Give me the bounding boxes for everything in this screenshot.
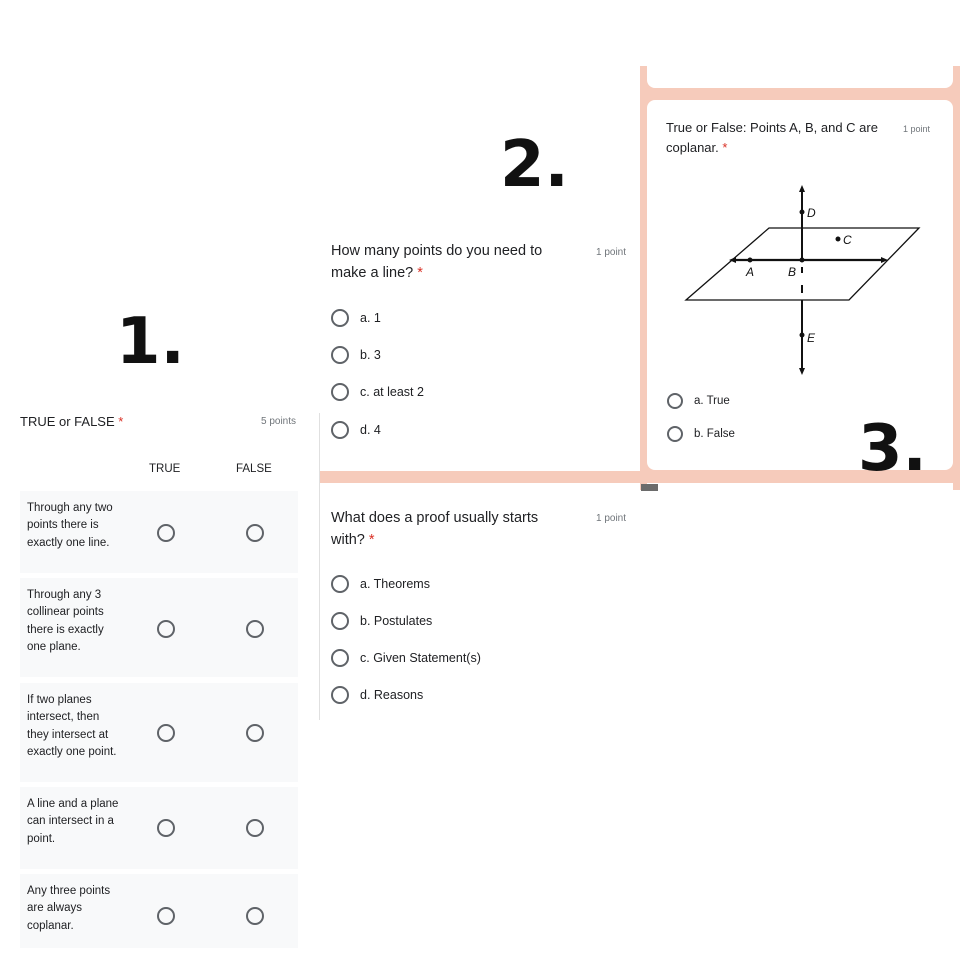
grid-row-4: A line and a plane can intersect in a point.	[20, 787, 298, 869]
radio-icon[interactable]	[331, 421, 349, 439]
radio-icon[interactable]	[331, 686, 349, 704]
radio-icon[interactable]	[331, 575, 349, 593]
scroll-indicator	[641, 484, 658, 491]
label-a: A	[746, 265, 755, 279]
column-true: TRUE	[149, 463, 181, 475]
point-b	[800, 258, 805, 263]
grid-row-2: Through any 3 collinear points there is exactly one plane.	[20, 578, 298, 677]
previous-card	[647, 60, 953, 88]
radio-true[interactable]	[157, 524, 175, 542]
q2-option-1[interactable]: a. 1	[331, 309, 381, 327]
radio-icon[interactable]	[331, 309, 349, 327]
label-b: B	[788, 265, 797, 279]
radio-false[interactable]	[246, 724, 264, 742]
q2-option-3[interactable]: c. at least 2	[331, 383, 424, 401]
label-c: C	[843, 233, 852, 247]
radio-icon[interactable]	[331, 649, 349, 667]
radio-icon[interactable]	[331, 383, 349, 401]
label-3: 3.	[858, 412, 927, 486]
q4-option-3[interactable]: c. Given Statement(s)	[331, 649, 481, 667]
card-divider-line	[319, 413, 320, 720]
q2-option-4[interactable]: d. 4	[331, 421, 381, 439]
q4-option-4[interactable]: d. Reasons	[331, 686, 423, 704]
column-false: FALSE	[236, 463, 272, 475]
question-points: 1 point	[903, 124, 931, 134]
label-e: E	[807, 331, 816, 345]
radio-true[interactable]	[157, 724, 175, 742]
radio-false[interactable]	[246, 907, 264, 925]
radio-icon[interactable]	[331, 612, 349, 630]
q4-option-1[interactable]: a. Theorems	[331, 575, 430, 593]
point-e	[800, 333, 805, 338]
radio-false[interactable]	[246, 620, 264, 638]
radio-true[interactable]	[157, 819, 175, 837]
label-1: 1.	[116, 305, 185, 379]
question-1-title: TRUE or FALSE *	[20, 414, 124, 429]
point-c	[836, 237, 841, 242]
radio-icon[interactable]	[667, 393, 683, 409]
option-false[interactable]: b. False	[667, 426, 735, 442]
radio-icon[interactable]	[331, 346, 349, 364]
radio-icon[interactable]	[667, 426, 683, 442]
question-2-title: How many points do you need to make a line? *	[331, 243, 543, 281]
grid-row-3: If two planes intersect, then they intersect at exactly one point.	[20, 683, 298, 782]
geometry-diagram	[677, 185, 927, 375]
grid-row-5: Any three points are always coplanar.	[20, 874, 298, 948]
option-true[interactable]: a. True	[667, 393, 730, 409]
radio-true[interactable]	[157, 620, 175, 638]
question-4-points: 1 point	[596, 513, 627, 524]
label-2: 2.	[500, 128, 569, 202]
radio-true[interactable]	[157, 907, 175, 925]
point-d	[800, 210, 805, 215]
question-1-points: 5 points	[261, 416, 297, 427]
q2-option-2[interactable]: b. 3	[331, 346, 381, 364]
point-a	[748, 258, 753, 263]
q4-option-2[interactable]: b. Postulates	[331, 612, 432, 630]
radio-false[interactable]	[246, 524, 264, 542]
radio-false[interactable]	[246, 819, 264, 837]
grid-row-1: Through any two points there is exactly one line.	[20, 491, 298, 573]
question-title: True or False: Points A, B, and C are coplanar. *	[666, 120, 878, 155]
question-2-points: 1 point	[596, 247, 627, 258]
question-4-title: What does a proof usually starts with? *	[331, 510, 539, 548]
label-d: D	[807, 206, 816, 220]
